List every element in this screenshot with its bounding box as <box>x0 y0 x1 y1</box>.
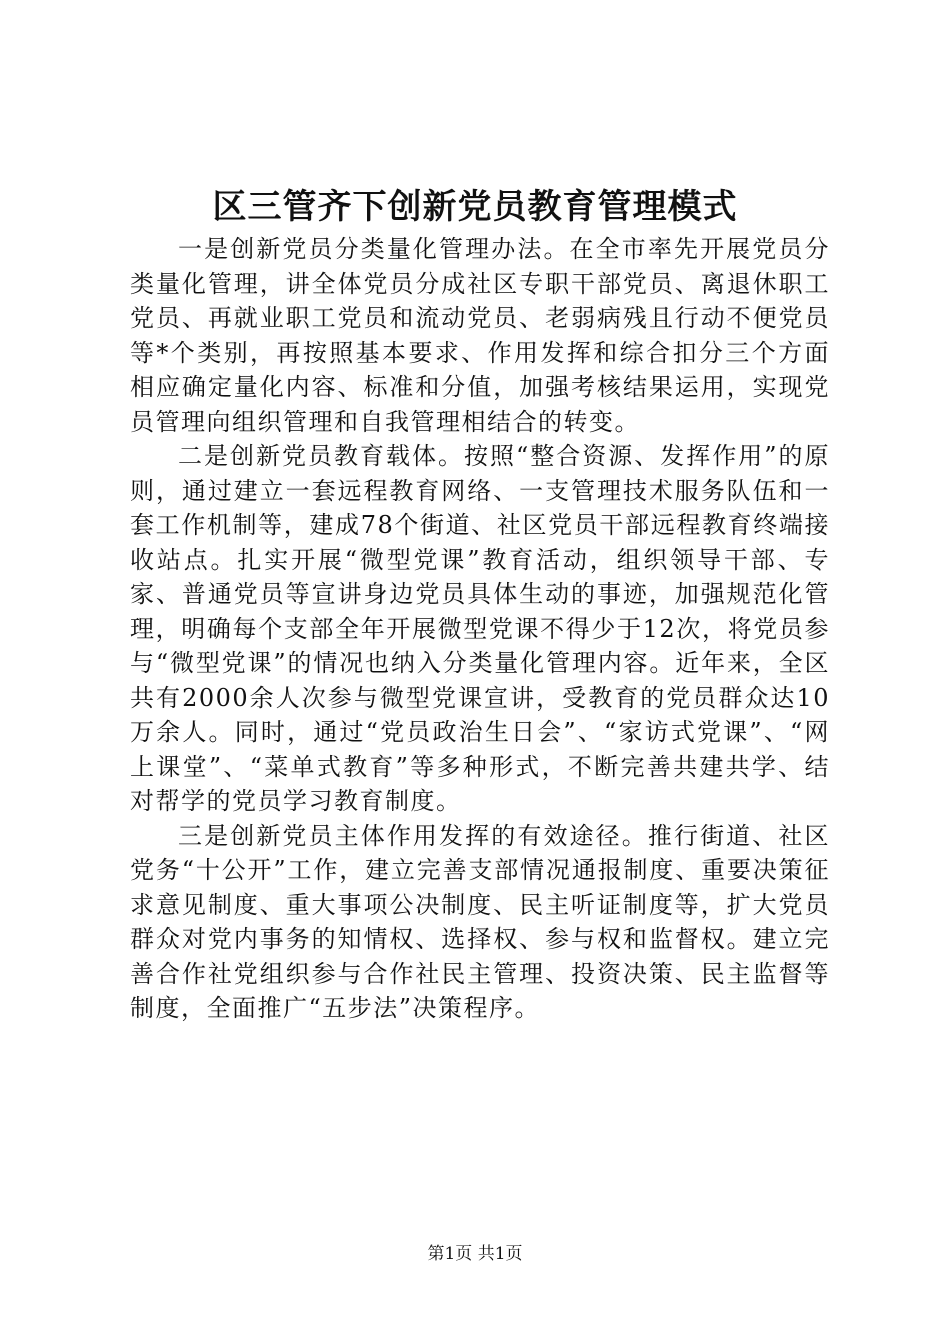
paragraph-3: 三是创新党员主体作用发挥的有效途径。推行街道、社区党务“十公开”工作，建立完善支部情况通报制度、重要决策征求意见制度、重大事项公决制度、民主听证制度等，扩大党员群众对党内事务的知情权、选择权、参与权和监督权。建立完善合作社党组织参与合作社民主管理、投资决策、民主监督等制度，全面推广“五步法”决策程序。 <box>130 821 830 1022</box>
document-body <box>130 232 830 1026</box>
paragraph-1: 一是创新党员分类量化管理办法。在全市率先开展党员分类量化管理，讲全体党员分成社区专职干部党员、离退休职工党员、再就业职工党员和流动党员、老弱病残且行动不便党员等*个类别，再按照基本要求、作用发挥和综合扣分三个方面相应确定量化内容、标准和分值，加强考核结果运用，实现党员管理向组织管理和自我管理相结合的转变。 <box>130 235 830 436</box>
page-footer: 第1页 共1页 <box>427 1244 523 1264</box>
paragraph-2: 二是创新党员教育载体。按照“整合资源、发挥作用”的原则，通过建立一套远程教育网络、一支管理技术服务队伍和一套工作机制等，建成78个街道、社区党员干部远程教育终端接收站点。扎实开展“微型党课”教育活动，组织领导干部、专家、普通党员等宣讲身边党员具体生动的事迹，加强规范化管理，明确每个支部全年开展微型党课不得少于12次，将党员参与“微型党课”的情况也纳入分类量化管理内容。近年来，全区共有2000余人次参与微型党课宣讲，受教育的党员群众达10万余人。同时，通过“党员政治生日会”、“家访式党课”、“网上课堂”、“菜单式教育”等多种形式，不断完善共建共学、结对帮学的党员学习教育制度。 <box>130 442 830 815</box>
document-title: 区三管齐下创新党员教育管理模式 <box>212 187 738 227</box>
